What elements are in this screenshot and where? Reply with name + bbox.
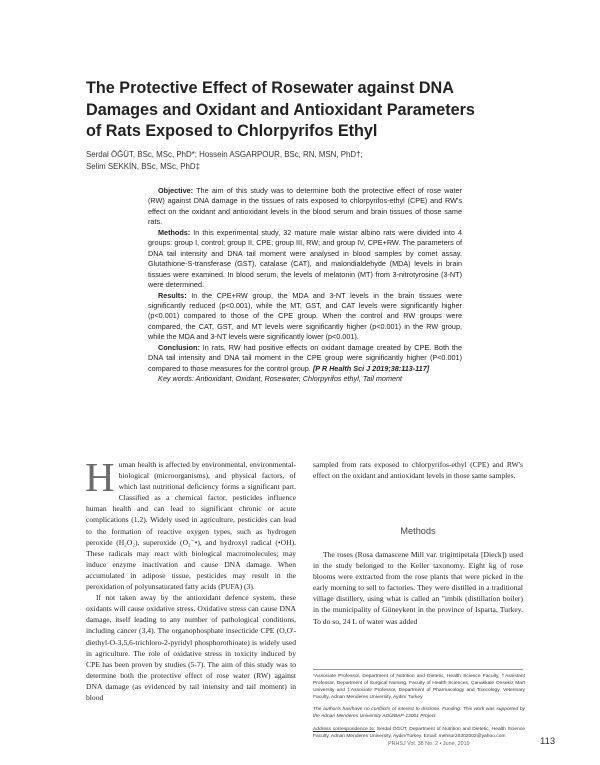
methods-label: Methods: xyxy=(158,227,191,237)
abstract-methods xyxy=(148,228,462,291)
page-number: 113 xyxy=(540,736,556,747)
author-line: Serdal ÖĞÜT, BSc, MSc, PhD*; Hossein ASGARPOUR, BSc, RN, MSN, PhD†; xyxy=(86,150,363,159)
body-column-left xyxy=(85,454,296,703)
abstract-conclusion xyxy=(148,343,462,374)
intro-paragraph xyxy=(85,454,296,592)
drop-cap: H xyxy=(85,454,115,500)
body-paragraph: The roses (Rosa damascene Mill var. trigintipetala [Dieck]) used in the study belonged to the Keller taxonomy. Eight kg of rose blooms were extracted from the rose plants that were picked in the early morning to sell to factories. They were distilled in a traditional village distillery, using what is called an "imbik (distillation boiler) in the municipality of Güneykent in the province of Isparta, Turkey. To do so, 24 L of water was added xyxy=(313,550,523,626)
results-label: Results: xyxy=(158,290,187,300)
keywords: Key words: Antioxidant, Oxidant, Rosewater, Chlorpyrifos ethyl, Tail moment xyxy=(158,374,403,384)
section-heading-methods: Methods xyxy=(400,526,436,536)
methods-section xyxy=(313,549,523,627)
abstract xyxy=(148,186,462,385)
title-line: Damages and Oxidant and Antioxidant Parameters xyxy=(86,100,475,119)
methods-text: In this experimental study, 32 mature male wistar albino rats were divided into 4 groups: group I, control; group II, CPE; group III, RW; and group IV, CPE+RW. The parameters of DNA tail intensity and DNA tail moment were analysed in blood samples by comet assay. Glutathione-S-transferase (GST), catalase (CAT), and malondialdehyde (MDA) levels in brain tissues were examined. In blood serum, the levels of melatonin (MT) from 3-nitrotyrosine (3-NT) were determined. xyxy=(148,227,462,290)
correspondence-footnote xyxy=(313,726,525,740)
objective-text: The aim of this study was to determine both the protective effect of rose water (RW) against DNA damage in the tissues of rats exposed to chlorpyrifos-ethyl (CPE) and RW's effect on the oxidant and antioxidant levels in the blood serum and brain tissues of those same rats. xyxy=(148,186,462,227)
body-column-right xyxy=(313,459,523,481)
conclusion-text: In rats, RW had positive effects on oxidant damage created by CPE. Both the DNA tail intensity and DNA tail moment in the CPE group were significantly higher (P<0.001) compared to those measures for the control group. xyxy=(148,342,462,373)
intro-paragraph-text: uman health is affected by environmental, environmental-biological (microorganisms), and physical factors, of which last nutritional deficiency forms a significant part. Classified as a chemical factor, pesticides influence human health and can lead to significant chronic or acute complications (1,2). Widely used in agriculture, pesticides can lead to the formation of reactive oxygen types, such as hydrogen peroxide (H₂O₂), superoxide (O₂⁻•), and hydroxyl radical (•OH). These radicals may react with biological macromolecules; may induce enzyme inactivation and cause DNA damage. When accumulated in adipose tissue, pesticides may result in the peroxidation of polyunsaturated fatty acids (PUFA) (3). xyxy=(86,460,296,592)
conflict-footnote: The author/s has/have no conflict/s of interest to disclose. Funding: This work was supported by the Adnan Menderes University ADÜ/BAP-13001 Project. xyxy=(313,707,525,720)
abstract-results xyxy=(148,291,462,343)
abstract-objective xyxy=(148,186,462,228)
objective-label: Objective: xyxy=(158,186,194,195)
body-paragraph: sampled from rats exposed to chlorpyrifos-ethyl (CPE) and RW's effect on the oxidant and antioxidant levels in those same samples. xyxy=(313,460,523,481)
results-text: In the CPE+RW group, the MDA and 3-NT levels in the brain tissues were significantly reduced (p<0.001), while the MT, GST, and CAT levels were significantly higher (p<0.001) compared to those of the CPE group. When the control and RW groups were compared, the CAT, GST, and MT levels were significantly higher (p<0.001) in the RW group, while the MDA and 3-NT levels were significantly lower (p<0.001). xyxy=(148,290,462,342)
paper-title xyxy=(86,78,516,143)
author-list xyxy=(86,149,526,172)
correspondence-label: Address correspondence to: xyxy=(313,726,375,732)
footnote-divider xyxy=(313,669,523,670)
footnotes xyxy=(313,673,525,745)
author-line: Selim SEKKİN, BSc, MSc, PhD‡ xyxy=(86,161,201,171)
citation: [P R Health Sci J 2019;38:113-117] xyxy=(310,363,430,373)
body-paragraph: If not taken away by the antioxidant defence system, these oxidants will cause oxidative stress. Oxidative stress can cause DNA damage, itself leading to any number of pathological conditions, including cancer (3,4). The organophosphate insecticide CPE (O,O'-diethyl-O-3,5,6-trichloro-2-pyridyl phosphorothioate) is widely used in agriculture. The role of oxidative stress in toxicity induced by CPE has been proven by studies (5-7). The aim of this study was to determine both the protective effect of rose water (RW) against DNA damage (as evidenced by tail intensity and tail moment) in blood xyxy=(86,593,296,702)
title-line: The Protective Effect of Rosewater against DNA xyxy=(86,79,454,97)
conclusion-label: Conclusion: xyxy=(158,342,200,352)
correspondence-text: Serdal ÖĞÜT, Department of Nutrition and Dietetic, Health Science Faculty, Adnan Menderes University, Aydin/Turkey. Email: mehsor20202002@yahoo.com xyxy=(313,726,525,739)
affiliations-footnote: *Associate Professor, Department of Nutrition and Dietetic, Health Science Faculty, †Assistant Professor, Department of Surgical Nursing, Faculty of Health Sciences, Çanakkale Onsekiz Mart University and ‡Associate Professor, Department of Pharmacology and Toxicology, Veterinary Faculty, Adnan Menderes University, Aydin/ Turkey xyxy=(313,674,525,701)
title-line: of Rats Exposed to Chlorpyrifos Ethyl xyxy=(86,122,378,140)
journal-reference: PRHSJ Vol. 38 No. 2 • June, 2019 xyxy=(388,741,470,747)
